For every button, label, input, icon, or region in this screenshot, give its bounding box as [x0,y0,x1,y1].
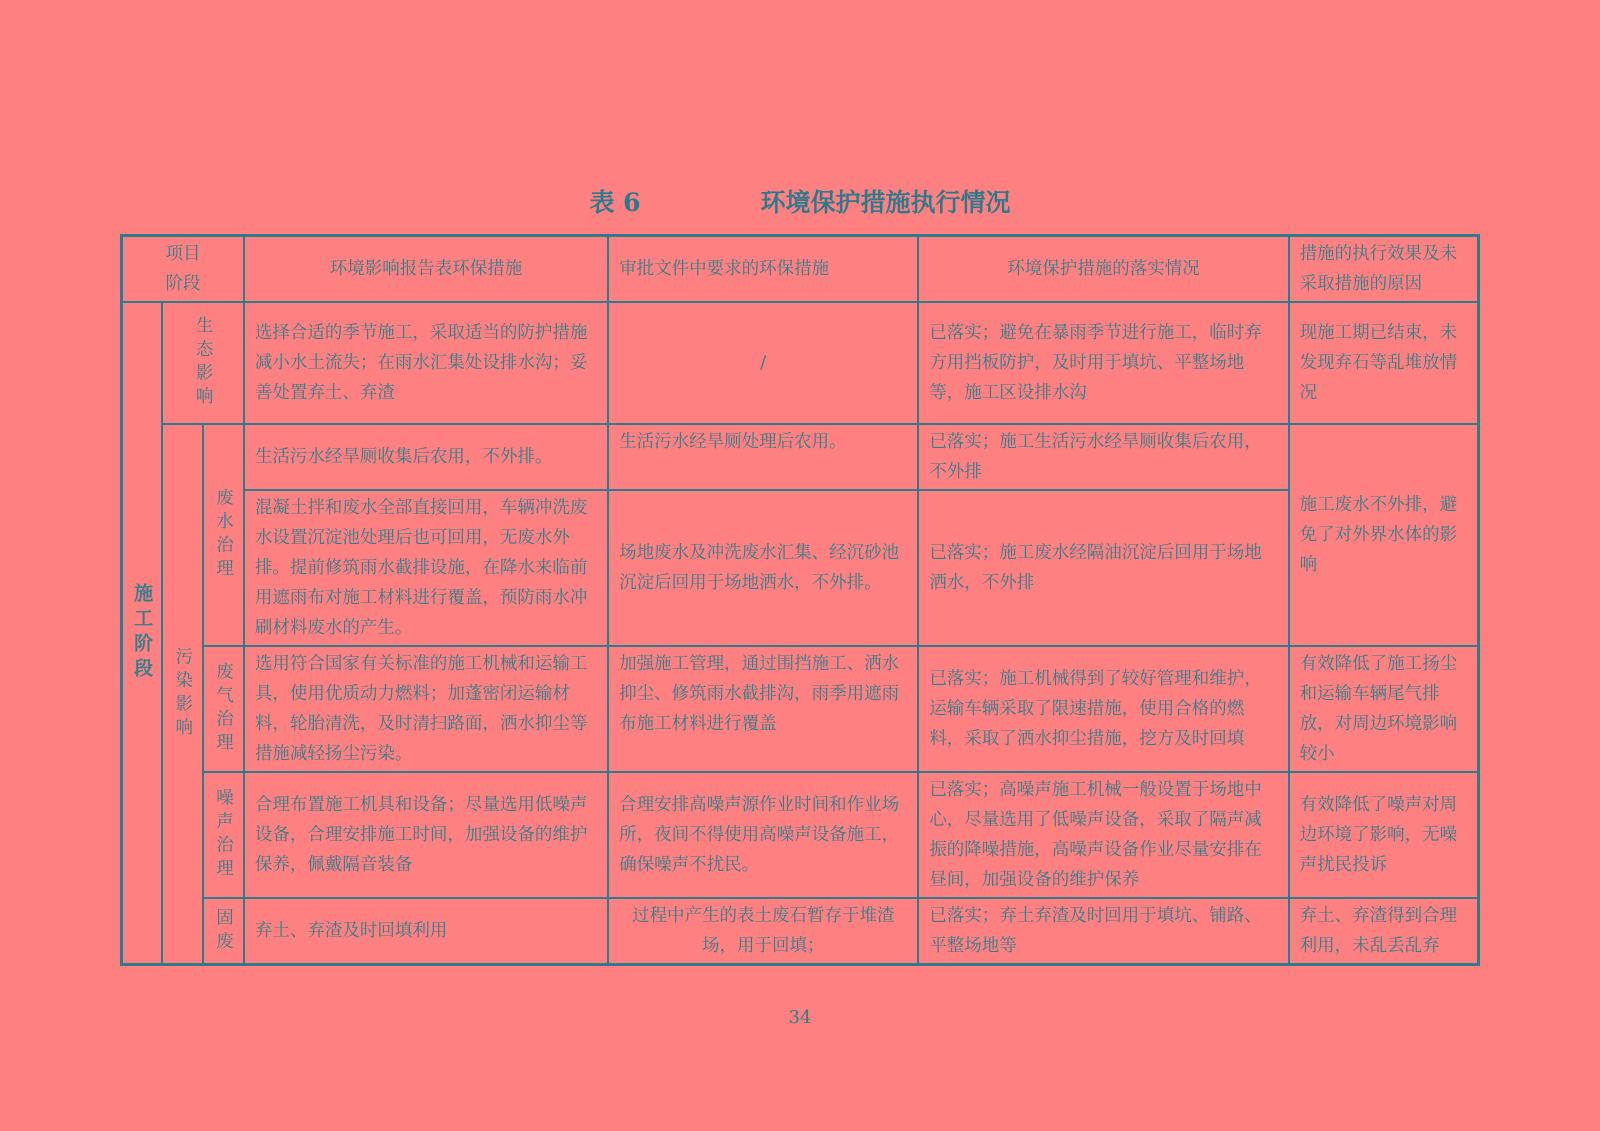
noise-implementation: 已落实；高噪声施工机械一般设置于场地中心，尽量选用了低噪声设备，采取了隔声减振的降噪措施，高噪声设备作业尽量安排在昼间，加强设备的维护保养 [918,772,1288,898]
table-row [122,898,1479,965]
noise-report-measures: 合理布置施工机具和设备；尽量选用低噪声设备，合理安排施工时间，加强设备的维护保养，佩戴隔音装备 [244,772,608,898]
header-col-implementation: 环境保护措施的落实情况 [918,236,1288,303]
table-title [0,183,1600,219]
eco-effect: 现施工期已结束，未发现弃石等乱堆放情况 [1289,302,1479,424]
wastewater-approval-measures-2: 场地废水及冲洗废水汇集、经沉砂池沉淀后回用于场地洒水，不外排。 [608,490,918,646]
wastewater-effect: 施工废水不外排，避免了对外界水体的影响 [1289,424,1479,646]
solid-report-measures: 弃土、弃渣及时回填利用 [244,898,608,965]
gas-report-measures: 选用符合国家有关标准的施工机械和运输工具，使用优质动力燃料；加蓬密闭运输材料，轮胎清洗，及时清扫路面，洒水抑尘等措施减轻扬尘污染。 [244,646,608,772]
noise-approval-measures: 合理安排高噪声源作业时间和作业场所，夜间不得使用高噪声设备施工，确保噪声不扰民。 [608,772,918,898]
solid-implementation: 已落实；弃土弃渣及时回用于填坑、铺路、平整场地等 [918,898,1288,965]
gas-approval-measures: 加强施工管理，通过围挡施工、洒水抑尘、修筑雨水截排沟，雨季用遮雨布施工材料进行覆盖 [608,646,918,772]
eco-report-measures: 选择合适的季节施工，采取适当的防护措施减小水土流失；在雨水汇集处设排水沟；妥善处置弃土、弃渣 [244,302,608,424]
gas-effect: 有效降低了施工扬尘和运输车辆尾气排放，对周边环境影响较小 [1289,646,1479,772]
table-row [122,490,1479,646]
pollution-label: 污染影响 [162,424,203,965]
wastewater-report-measures-2: 混凝土拌和废水全部直接回用，车辆冲洗废水设置沉淀池处理后也可回用，无废水外排。提前修筑雨水截排设施，在降水来临前用遮雨布对施工材料进行覆盖，预防雨水冲刷材料废水的产生。 [244,490,608,646]
noise-label: 噪声治理 [203,772,244,898]
table-row [122,772,1479,898]
solid-label: 固废 [203,898,244,965]
table-row [122,646,1479,772]
table-row [122,302,1479,424]
eco-implementation: 已落实；避免在暴雨季节进行施工，临时弃方用挡板防护，及时用于填坑、平整场地等，施工区设排水沟 [918,302,1288,424]
wastewater-implementation-1: 已落实；施工生活污水经旱厕收集后农用，不外排 [918,424,1288,490]
table-number: 表 6 [589,188,641,217]
page-number: 34 [788,1007,812,1028]
header-corner [122,236,244,303]
header-col-approval: 审批文件中要求的环保措施 [608,236,918,303]
wastewater-label: 废水治理 [203,424,244,646]
table-caption: 环境保护措施执行情况 [760,188,1011,217]
solid-effect: 弃土、弃渣得到合理利用，未乱丢乱弃 [1289,898,1479,965]
noise-effect: 有效降低了噪声对周边环境了影响，无噪声扰民投诉 [1289,772,1479,898]
header-col-effect: 措施的执行效果及未采取措施的原因 [1289,236,1479,303]
eco-label: 生态影响 [162,302,244,424]
solid-approval-measures: 过程中产生的表土废石暂存于堆渣场，用于回填； [608,898,918,965]
table-row [122,424,1479,490]
measures-table [120,234,1480,966]
header-corner-bottom: 阶段 [165,274,201,294]
stage-label: 施工阶段 [122,302,163,965]
gas-label: 废气治理 [203,646,244,772]
wastewater-implementation-2: 已落实；施工废水经隔油沉淀后回用于场地洒水，不外排 [918,490,1288,646]
gas-implementation: 已落实；施工机械得到了较好管理和维护，运输车辆采取了限速措施，使用合格的燃料，采取了洒水抑尘措施，挖方及时回填 [918,646,1288,772]
header-col-report: 环境影响报告表环保措施 [244,236,608,303]
header-row [122,236,1479,303]
header-corner-top: 项目 [165,244,201,264]
wastewater-report-measures-1: 生活污水经旱厕收集后农用，不外排。 [244,424,608,490]
eco-approval-measures: / [608,302,918,424]
wastewater-approval-measures-1: 生活污水经旱厕处理后农用。 [608,424,918,490]
